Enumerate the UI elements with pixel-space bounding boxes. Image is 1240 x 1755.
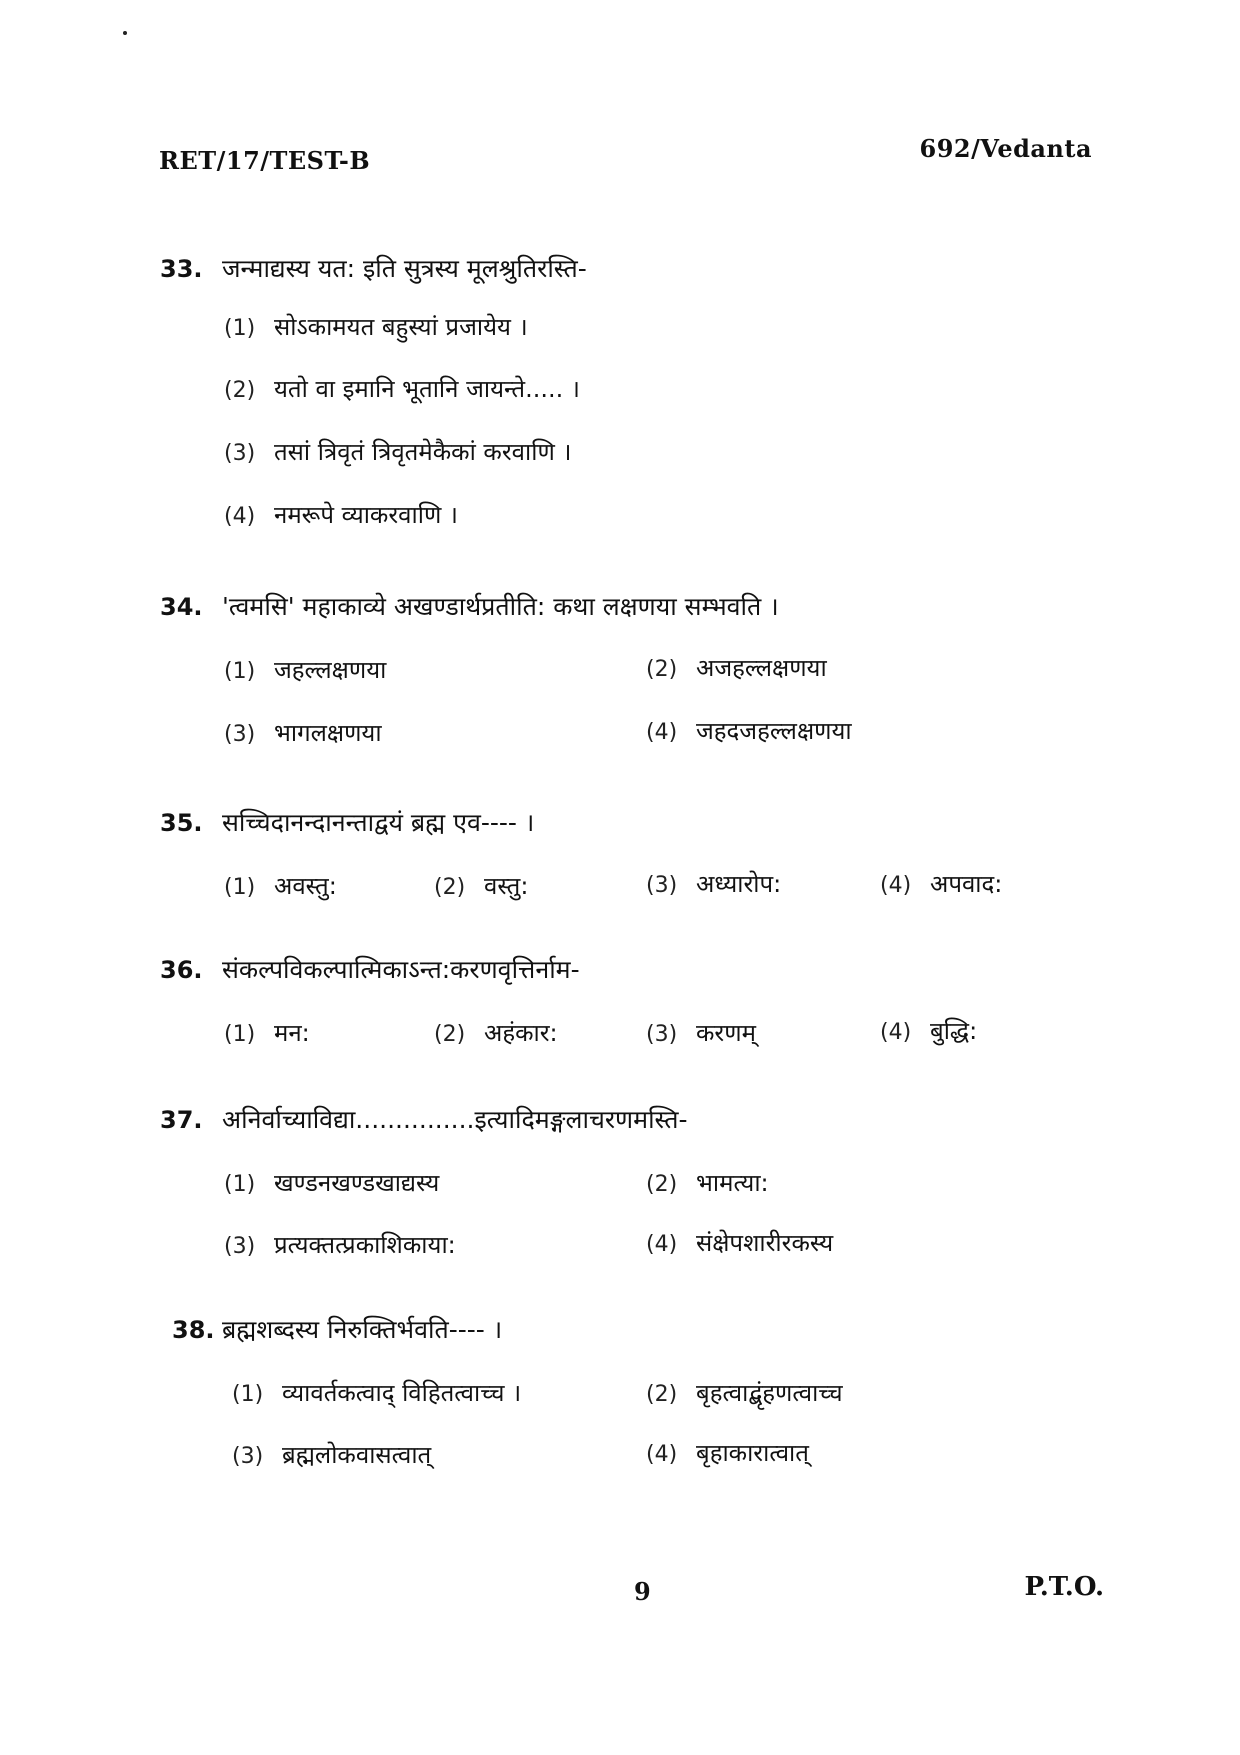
question-number: 38. xyxy=(172,1316,215,1344)
option: (4) जहदजहल्लक्षणया xyxy=(646,717,852,745)
option: (3) प्रत्यक्तत्प्रकाशिकाया: xyxy=(224,1231,456,1259)
question-text: ब्रह्मशब्दस्य निरुक्तिर्भवति---- । xyxy=(222,1315,503,1344)
question-text: 'त्वमसि' महाकाव्ये अखण्डार्थप्रतीति: कथा लक्षणया सम्भवति । xyxy=(222,592,779,621)
paper-subject: 692/Vedanta xyxy=(919,134,1092,163)
question-34 xyxy=(160,590,1120,754)
option: (2) अहंकार: xyxy=(434,1019,558,1047)
option: (4) बुद्धि: xyxy=(880,1017,978,1045)
option: (2) वस्तु: xyxy=(434,872,529,900)
option: (2) बृहत्वाद्बृंहणत्वाच्च xyxy=(646,1379,843,1407)
scan-speck xyxy=(123,31,127,35)
option: (1) अवस्तु: xyxy=(224,872,337,900)
please-turn-over: P.T.O. xyxy=(1024,1572,1104,1602)
option: (1) खण्डनखण्डखाद्यस्य xyxy=(224,1169,440,1197)
option: (4) नमरूपे व्याकरवाणि । xyxy=(224,501,459,529)
question-number: 36. xyxy=(160,956,203,984)
option: (3) भागलक्षणया xyxy=(224,719,382,747)
question-text: अनिर्वाच्याविद्या...............इत्यादिमङ्गलाचरणमस्ति- xyxy=(222,1105,688,1134)
option: (4) बृहाकारात्वात् xyxy=(646,1439,809,1467)
question-38 xyxy=(160,1313,1120,1477)
question-text: सच्चिदानन्दानन्ताद्वयं ब्रह्म एव---- । xyxy=(222,808,535,837)
question-text: संकल्पविकल्पात्मिकाऽन्त:करणवृत्तिर्नाम- xyxy=(222,955,580,984)
question-37 xyxy=(160,1103,1120,1267)
question-number: 37. xyxy=(160,1106,203,1134)
question-36 xyxy=(160,953,1120,1057)
question-33 xyxy=(160,252,1120,529)
question-number: 33. xyxy=(160,255,203,283)
option: (3) ब्रह्मलोकवासत्वात् xyxy=(232,1441,432,1469)
option: (3) अध्यारोप: xyxy=(646,870,782,898)
page-number: 9 xyxy=(634,1577,651,1606)
option: (3) तसां त्रिवृतं त्रिवृतमेकैकां करवाणि । xyxy=(224,438,572,466)
option: (3) करणम् xyxy=(646,1019,756,1047)
option: (2) अजहल्लक्षणया xyxy=(646,654,827,682)
option: (1) मन: xyxy=(224,1019,310,1047)
option: (4) संक्षेपशारीरकस्य xyxy=(646,1229,834,1257)
exam-code: RET/17/TEST-B xyxy=(159,146,371,175)
option: (2) भामत्या: xyxy=(646,1169,769,1197)
option: (4) अपवाद: xyxy=(880,870,1003,898)
question-number: 35. xyxy=(160,809,203,837)
option: (1) सोऽकामयत बहुस्यां प्रजायेय । xyxy=(224,313,528,341)
option: (2) यतो वा इमानि भूतानि जायन्ते..... । xyxy=(224,375,580,403)
option: (1) जहल्लक्षणया xyxy=(224,656,387,684)
question-text: जन्माद्यस्य यत: इति सुत्रस्य मूलश्रुतिरस्ति- xyxy=(222,254,587,283)
question-number: 34. xyxy=(160,593,203,621)
question-35 xyxy=(160,806,1120,910)
option: (1) व्यावर्तकत्वाद् विहितत्वाच्च । xyxy=(232,1379,522,1407)
